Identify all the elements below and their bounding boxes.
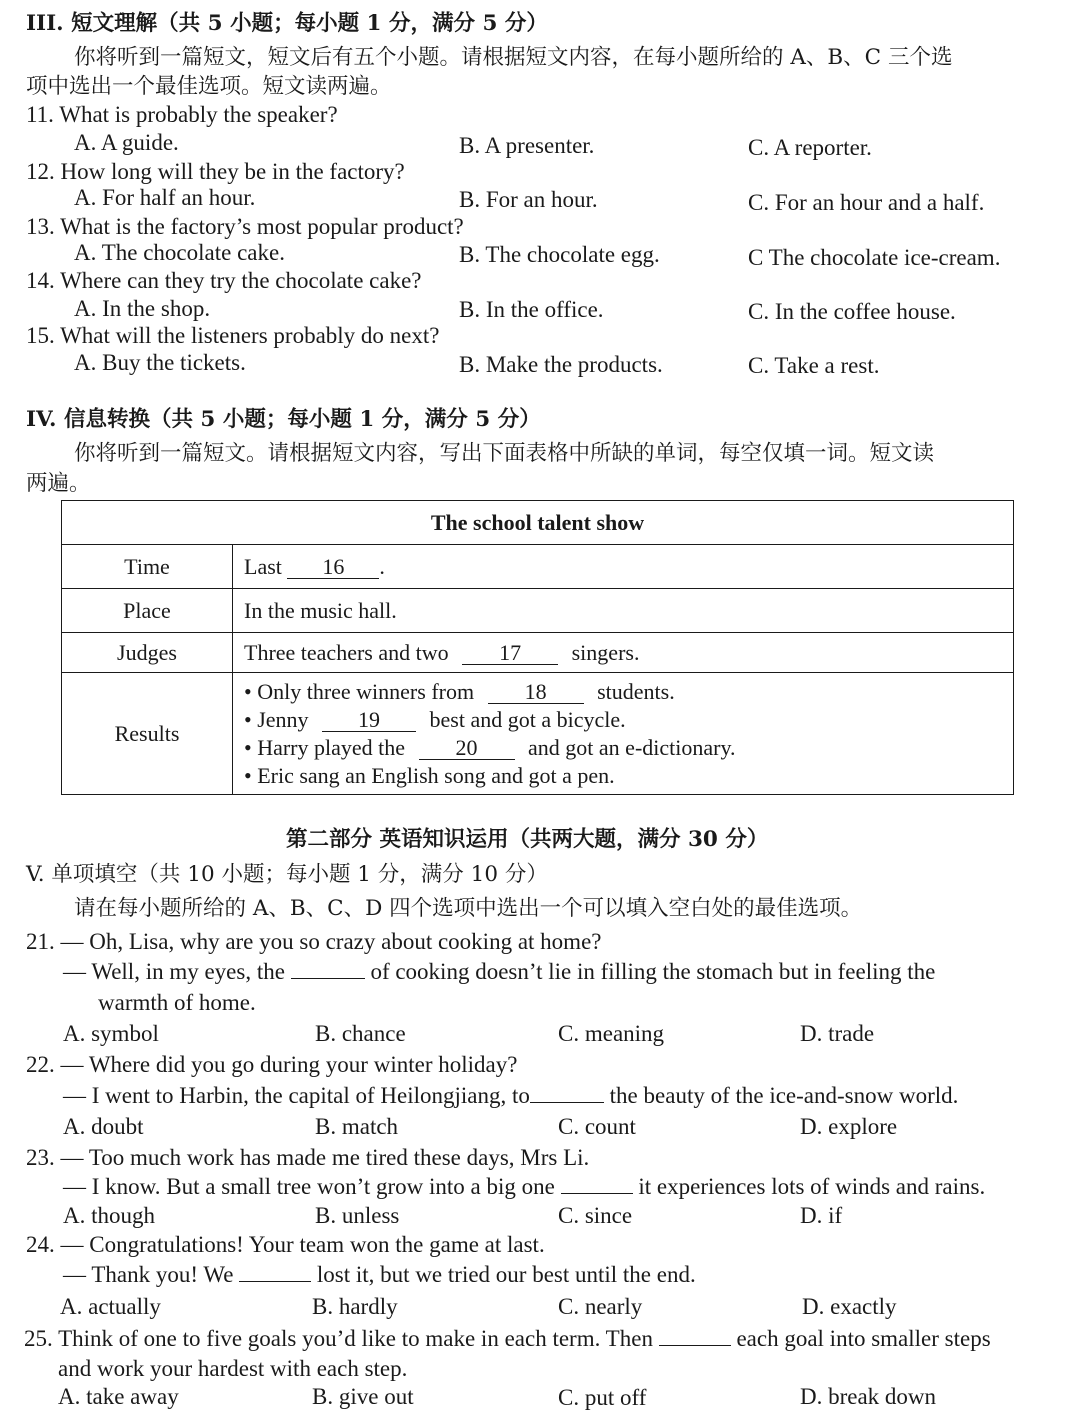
section-3-instruction-2: 项中选出一个最佳选项。短文读两遍。 <box>26 74 392 99</box>
q22-option-a: A. doubt <box>63 1114 144 1139</box>
q14-option-b: B. In the office. <box>459 297 604 322</box>
q21-line-2-prefix: — Well, in my eyes, the <box>63 959 285 984</box>
q22-option-c: C. count <box>558 1114 636 1139</box>
q25-line-1 <box>24 1325 991 1353</box>
q25-line-1-suffix: each goal into smaller steps <box>736 1326 991 1351</box>
q24-line-2-suffix: lost it, but we tried our best until the end. <box>316 1262 696 1287</box>
table-row-results <box>62 673 1014 795</box>
q22-option-d: D. explore <box>800 1114 898 1139</box>
q23-option-d: D. if <box>800 1203 843 1228</box>
blank-20: 20 <box>419 737 515 760</box>
q22-line-2 <box>63 1082 958 1110</box>
q25-option-d: D. break down <box>800 1384 937 1409</box>
q21-line-3: warmth of home. <box>98 990 256 1015</box>
result-2-suffix: best and got a bicycle. <box>429 706 626 732</box>
q21-option-d: D. trade <box>800 1021 875 1046</box>
judges-label: Judges <box>62 633 233 673</box>
judges-value <box>233 633 1014 673</box>
section-4-instruction-2: 两遍。 <box>26 471 91 496</box>
result-line-2 <box>244 706 1013 734</box>
q24-line-2 <box>63 1261 696 1289</box>
talent-show-table <box>61 500 1014 795</box>
q11-option-a: A. A guide. <box>74 130 179 155</box>
q11-option-c: C. A reporter. <box>748 135 872 160</box>
q23-option-c: C. since <box>558 1203 633 1228</box>
table-title-row <box>62 501 1014 545</box>
q24-option-b: B. hardly <box>312 1294 398 1319</box>
q21-blank <box>291 978 365 979</box>
q14-option-a: A. In the shop. <box>74 296 211 321</box>
q11-option-b: B. A presenter. <box>459 133 595 158</box>
section-4-instruction-1: 你将听到一篇短文。请根据短文内容，写出下面表格中所缺的单词，每空仅填一词。短文读 <box>74 441 935 466</box>
q23-option-b: B. unless <box>315 1203 400 1228</box>
question-13: 13. What is the factory’s most popular product? <box>26 214 464 239</box>
q23-blank <box>561 1193 633 1194</box>
q24-blank <box>239 1281 311 1282</box>
q24-option-d: D. exactly <box>802 1294 897 1319</box>
q25-blank <box>659 1345 731 1346</box>
q21-line-2 <box>63 958 935 986</box>
q15-option-c: C. Take a rest. <box>748 353 880 378</box>
q22-option-b: B. match <box>315 1114 399 1139</box>
table-row-time <box>62 545 1014 589</box>
q25-option-c: C. put off <box>558 1385 647 1410</box>
q14-option-c: C. In the coffee house. <box>748 299 956 324</box>
q12-option-a: A. For half an hour. <box>74 185 256 210</box>
section-3-heading: III. 短文理解（共 5 小题；每小题 1 分，满分 5 分） <box>26 11 548 36</box>
q22-line-2-prefix: — I went to Harbin, the capital of Heilongjiang, to <box>63 1083 530 1108</box>
q23-line-1: 23. — Too much work has made me tired these days, Mrs Li. <box>26 1145 590 1170</box>
question-15: 15. What will the listeners probably do next? <box>26 323 440 348</box>
q24-line-1: 24. — Congratulations! Your team won the game at last. <box>26 1232 545 1257</box>
section-4-heading: IV. 信息转换（共 5 小题；每小题 1 分，满分 5 分） <box>26 407 541 432</box>
q21-option-b: B. chance <box>315 1021 406 1046</box>
place-value: In the music hall. <box>233 589 1014 633</box>
part-2-title: 第二部分 英语知识运用（共两大题，满分 30 分） <box>286 827 769 852</box>
q12-option-c: C. For an hour and a half. <box>748 190 985 215</box>
q22-line-2-suffix: the beauty of the ice-and-snow world. <box>609 1083 959 1108</box>
q15-option-a: A. Buy the tickets. <box>74 350 246 375</box>
q23-line-2-suffix: it experiences lots of winds and rains. <box>638 1174 986 1199</box>
q25-line-1-prefix: 25. Think of one to five goals you’d like to make in each term. Then <box>24 1326 653 1351</box>
q24-option-c: C. nearly <box>558 1294 643 1319</box>
blank-16: 16 <box>287 556 379 579</box>
results-value <box>233 673 1014 795</box>
q21-line-1: 21. — Oh, Lisa, why are you so crazy about cooking at home? <box>26 929 602 954</box>
question-11: 11. What is probably the speaker? <box>26 102 338 127</box>
table-title: The school talent show <box>62 501 1014 545</box>
result-3-prefix: • Harry played the <box>244 734 406 760</box>
q13-option-a: A. The chocolate cake. <box>74 240 285 265</box>
result-1-prefix: • Only three winners from <box>244 678 475 704</box>
q23-line-2 <box>63 1173 985 1201</box>
q22-blank <box>530 1102 604 1103</box>
result-3-suffix: and got an e-dictionary. <box>528 734 736 760</box>
q21-option-a: A. symbol <box>63 1021 159 1046</box>
result-line-3 <box>244 734 1013 762</box>
table-row-place <box>62 589 1014 633</box>
section-5-instruction: 请在每小题所给的 A、B、C、D 四个选项中选出一个可以填入空白处的最佳选项。 <box>74 896 863 921</box>
q24-line-2-prefix: — Thank you! We <box>63 1262 234 1287</box>
judges-prefix: Three teachers and two <box>244 639 449 665</box>
q21-line-2-suffix: of cooking doesn’t lie in filling the stomach but in feeling the <box>370 959 936 984</box>
q22-line-1: 22. — Where did you go during your winter holiday? <box>26 1052 518 1077</box>
blank-17: 17 <box>462 642 558 665</box>
time-suffix: . <box>379 553 385 579</box>
q25-line-2: and work your hardest with each step. <box>58 1356 408 1381</box>
q25-option-b: B. give out <box>312 1384 414 1409</box>
result-1-suffix: students. <box>597 678 675 704</box>
judges-suffix: singers. <box>571 639 640 665</box>
q21-option-c: C. meaning <box>558 1021 665 1046</box>
table-row-judges <box>62 633 1014 673</box>
result-line-1 <box>244 678 1013 706</box>
q23-line-2-prefix: — I know. But a small tree won’t grow into a big one <box>63 1174 555 1199</box>
time-label: Time <box>62 545 233 589</box>
result-2-prefix: • Jenny <box>244 706 309 732</box>
q24-option-a: A. actually <box>60 1294 161 1319</box>
q13-option-b: B. The chocolate egg. <box>459 242 660 267</box>
question-12: 12. How long will they be in the factory? <box>26 159 405 184</box>
q25-option-a: A. take away <box>58 1384 179 1409</box>
question-14: 14. Where can they try the chocolate cake? <box>26 268 422 293</box>
section-5-heading: V. 单项填空（共 10 小题；每小题 1 分，满分 10 分） <box>26 862 548 887</box>
blank-18: 18 <box>488 681 584 704</box>
q15-option-b: B. Make the products. <box>459 352 663 377</box>
q23-option-a: A. though <box>63 1203 155 1228</box>
place-label: Place <box>62 589 233 633</box>
blank-19: 19 <box>322 709 416 732</box>
time-prefix: Last <box>244 553 282 579</box>
q12-option-b: B. For an hour. <box>459 187 598 212</box>
time-value <box>233 545 1014 589</box>
results-label: Results <box>62 673 233 795</box>
q13-option-c: C The chocolate ice-cream. <box>748 245 1001 270</box>
section-3-instruction-1: 你将听到一篇短文，短文后有五个小题。请根据短文内容，在每小题所给的 A、B、C 三个选 <box>74 45 953 70</box>
result-line-4: • Eric sang an English song and got a pen. <box>244 762 615 788</box>
